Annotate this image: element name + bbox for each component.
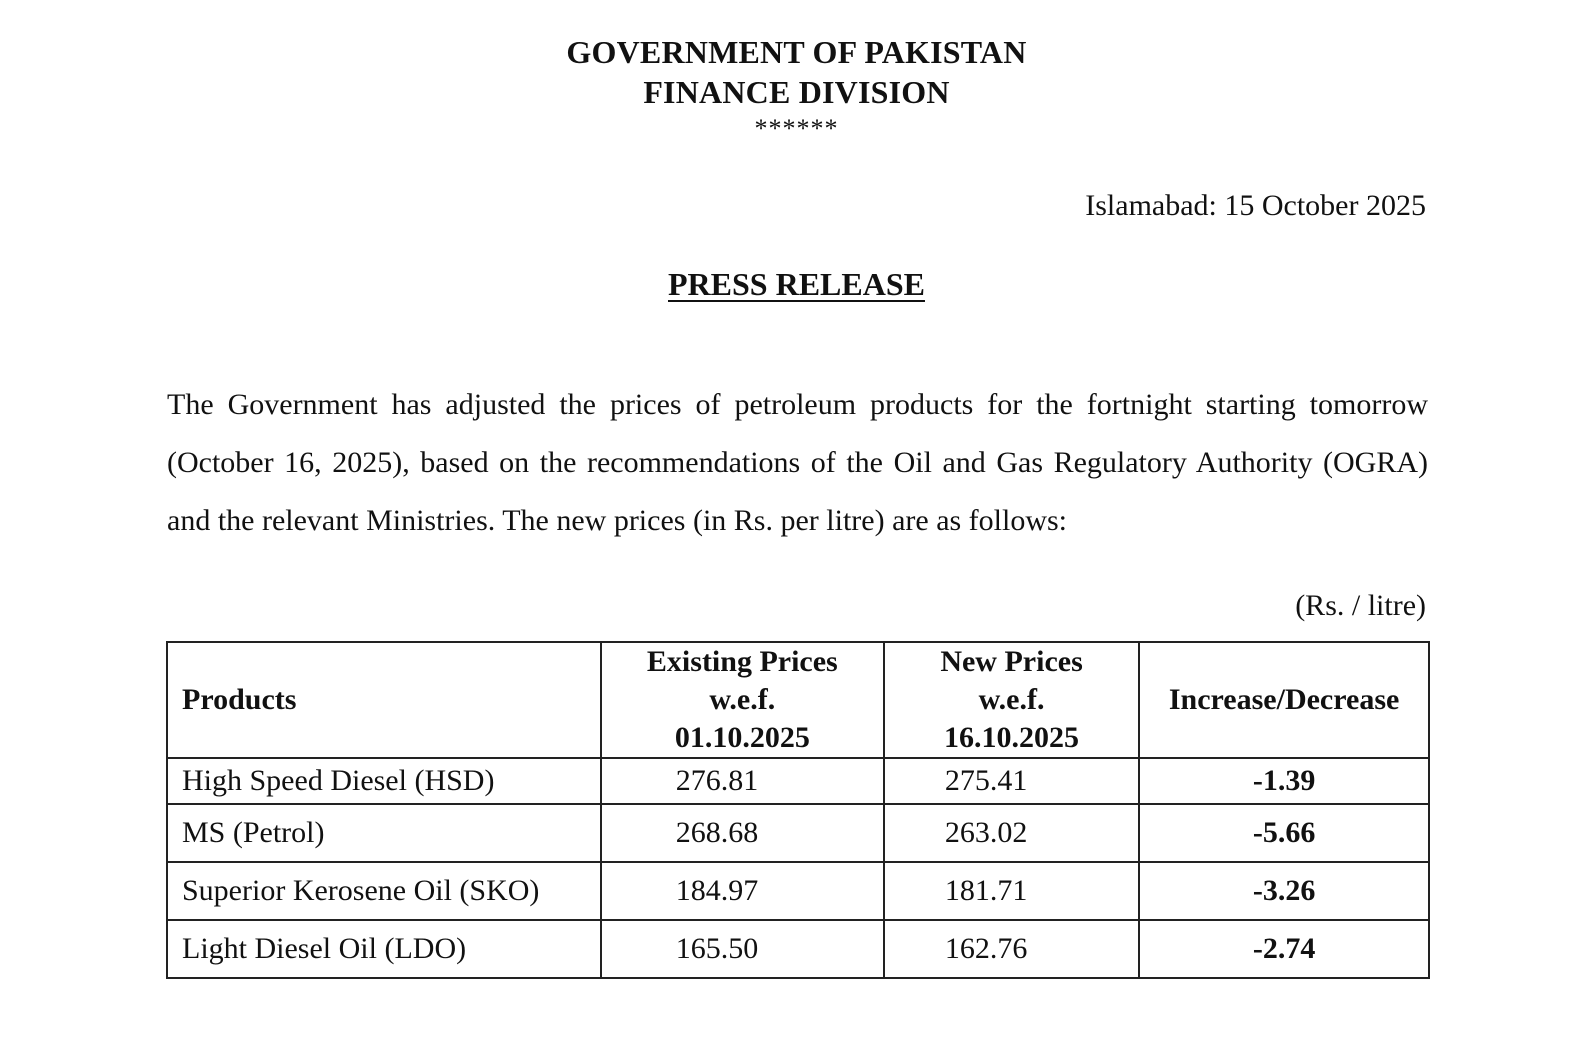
heading-separator: ****** — [754, 114, 839, 143]
table-row — [167, 758, 1429, 804]
unit-note: (Rs. / litre) — [1295, 589, 1426, 622]
letterhead — [0, 32, 1593, 142]
product-cell: High Speed Diesel (HSD) — [167, 758, 601, 804]
table-row — [167, 920, 1429, 978]
new-price-cell: 162.76 — [884, 920, 1139, 978]
header-new-line3: 16.10.2025 — [944, 721, 1080, 754]
change-cell: -3.26 — [1139, 862, 1429, 920]
price-table — [166, 641, 1430, 979]
existing-price-cell: 184.97 — [601, 862, 884, 920]
header-increase-decrease: Increase/Decrease — [1139, 642, 1429, 758]
existing-price-cell: 268.68 — [601, 804, 884, 862]
table-row — [167, 804, 1429, 862]
document-title — [0, 262, 1593, 306]
change-cell: -5.66 — [1139, 804, 1429, 862]
dateline: Islamabad: 15 October 2025 — [1085, 189, 1426, 222]
product-cell: Light Diesel Oil (LDO) — [167, 920, 601, 978]
division-heading: FINANCE DIVISION — [643, 74, 950, 110]
product-cell: MS (Petrol) — [167, 804, 601, 862]
product-cell: Superior Kerosene Oil (SKO) — [167, 862, 601, 920]
change-cell: -2.74 — [1139, 920, 1429, 978]
table-header-row — [167, 642, 1429, 758]
government-heading: GOVERNMENT OF PAKISTAN — [566, 34, 1027, 70]
table-row — [167, 862, 1429, 920]
header-products: Products — [167, 642, 601, 758]
existing-price-cell: 165.50 — [601, 920, 884, 978]
change-cell: -1.39 — [1139, 758, 1429, 804]
press-release-title: PRESS RELEASE — [668, 266, 925, 302]
existing-price-cell: 276.81 — [601, 758, 884, 804]
header-existing-prices — [601, 642, 884, 758]
header-new-line1: New Prices — [940, 645, 1083, 678]
header-existing-line2: w.e.f. — [709, 683, 776, 716]
header-existing-line1: Existing Prices — [646, 645, 838, 678]
header-new-line2: w.e.f. — [978, 683, 1045, 716]
new-price-cell: 275.41 — [884, 758, 1139, 804]
header-existing-line3: 01.10.2025 — [674, 721, 810, 754]
header-new-prices — [884, 642, 1139, 758]
new-price-cell: 263.02 — [884, 804, 1139, 862]
new-price-cell: 181.71 — [884, 862, 1139, 920]
body-paragraph: The Government has adjusted the prices of petroleum products for the fortnight starting tomorrow (October 16, 2025), based on the recommendations of the Oil and Gas Regulatory Authority (OGRA) and the relevant Ministries. The new prices (in Rs. per litre) are as follows: — [167, 388, 1428, 537]
